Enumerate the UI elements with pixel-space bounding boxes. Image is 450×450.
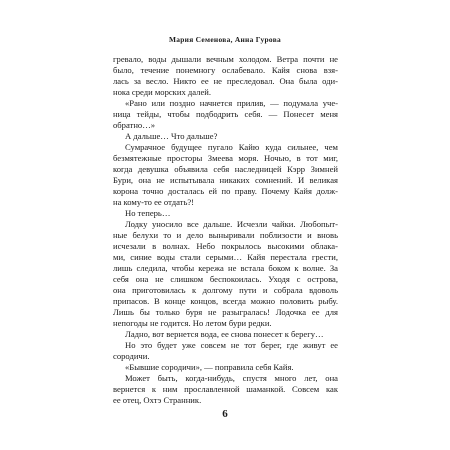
text-line: Но это будет уже совсем не тот берег, где живут ее (125, 340, 338, 350)
body-text (113, 54, 338, 406)
text-line: Может быть, когда-нибудь, спустя много лет, она (125, 373, 338, 383)
text-line: Но теперь… (125, 208, 171, 218)
text-line: Сумрачное будущее пугало Кайю куда сильнее, чем (125, 142, 338, 152)
text-line: лась за весло. Никто ее не преследовал. Она была оди- (113, 76, 338, 86)
text-line: она приготовилась к долгому пути и собрала вдоволь (113, 285, 338, 295)
text-line: ее отец, Охтэ Странник. (113, 395, 202, 405)
text-line: ные белухи то и дело выныривали поблизости и вновь (113, 230, 338, 240)
text-line: гревало, воды дышали вечным холодом. Ветра почти не (113, 54, 338, 64)
page-number: 6 (222, 408, 228, 420)
text-line: Лишь бы только буря не разыгралась! Лодочка ее для (113, 307, 338, 317)
text-line: на кому-то ее отдать?! (113, 197, 195, 207)
text-line: нока среди морских далей. (113, 87, 212, 97)
text-line: Лодку уносило все дальше. Исчезли чайки. Любопыт- (125, 219, 338, 229)
text-line: припасов. В конце концов, всегда можно половить рыбу. (113, 296, 338, 306)
text-line: когда девушка объявила себя наследницей Кэрр Зимней (113, 164, 338, 174)
text-line: обратно…» (113, 120, 156, 130)
running-header: Мария Семенова, Анна Гурова (169, 35, 281, 44)
text-line: было, течение понемногу ослабевало. Кайя снова взя- (113, 65, 338, 75)
text-line: А дальше… Что дальше? (125, 131, 218, 141)
text-line: лишь следила, чтобы кережа не встала боком к волне. За (113, 263, 338, 273)
text-line: безмятежные просторы Змеева моря. Ночью, в тот миг, (113, 153, 338, 163)
text-line: Бури, она не испытывала никаких сомнений. И великая (113, 175, 338, 185)
text-line: «Бывшие сородичи», — поправила себя Кайя. (125, 362, 294, 372)
text-line: Ладно, вот вернется вода, ее снова понесет к берегу… (125, 329, 324, 339)
text-line: ми, синие воды стали серыми… Кайя перестала грести, (113, 252, 338, 262)
text-line: ница тейды, чтобы подбодрить себя. — Понесет меня (113, 109, 338, 119)
text-line: исчезали в волнах. Небо покрылось высокими облака- (113, 241, 338, 251)
text-line: себя она не слишком беспокоилась. Уходя с острова, (113, 274, 338, 284)
text-line: сородичи. (113, 351, 150, 361)
text-line: корона точно досталась ей по праву. Почему Кайя долж- (113, 186, 338, 196)
text-line: «Рано или поздно начнется прилив, — подумала уче- (125, 98, 338, 108)
text-line: непогоды не годится. Но летом бури редки. (113, 318, 272, 328)
text-line: вернется к ним прославленной шаманкой. Совсем как (113, 384, 338, 394)
